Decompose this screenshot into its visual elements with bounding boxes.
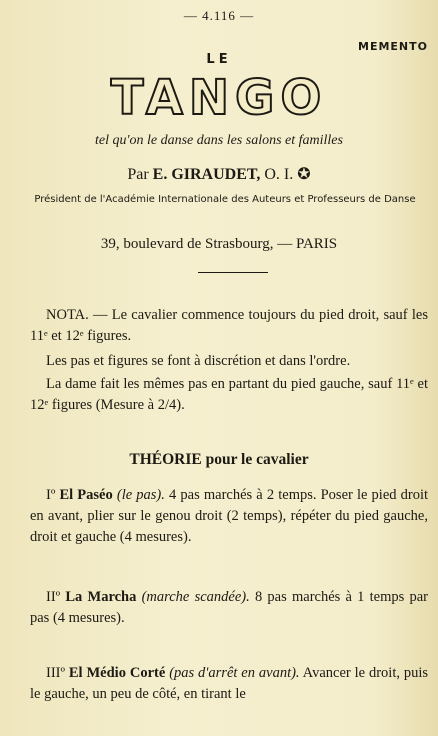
paragraph-dame: La dame fait les mêmes pas en partant du pied gauche, sauf 11ᵉ et 12ᵉ figures (Mesure à 2/4).: [30, 376, 428, 413]
address: 39, boulevard de Strasbourg, — PARIS: [100, 236, 338, 252]
divider: [198, 272, 268, 273]
page-title: TANGO: [110, 70, 328, 126]
paragraph-figures: Les pas et figures se font à discrétion et dans l'ordre.: [46, 353, 351, 369]
author-affiliation: Président de l'Académie Internationale des Auteurs et Professeurs de Danse: [34, 194, 416, 205]
page-number: — 4.116 —: [183, 8, 255, 23]
figure-text: 4 pas marchés à 2 temps. Poser le pied droit en avant, plier sur le genou droit (2 temps), répéter du pied gauche, droit et gauche (4 mesures).: [30, 487, 429, 545]
section-heading: [0, 451, 438, 469]
figure-1: [30, 485, 428, 548]
title-article: LE: [206, 52, 232, 67]
figure-name: El Médio Corté: [68, 665, 166, 681]
figure-text: 8 pas marchés à 1 temps par pas (4 mesures).: [30, 589, 428, 626]
author-line: [0, 164, 438, 184]
figure-2: [30, 587, 428, 629]
figure-gloss: (marche scandée).: [141, 589, 250, 605]
author-name: E. GIRAUDET,: [152, 166, 261, 183]
subtitle: tel qu'on le danse dans les salons et familles: [95, 133, 343, 148]
figure-number: Iº: [46, 487, 56, 503]
figure-gloss: (pas d'arrêt en avant).: [169, 665, 300, 681]
section-heading-rest: pour le cavalier: [205, 451, 309, 468]
author-par: Par: [127, 166, 149, 183]
decoration-icon: ✪: [297, 166, 311, 183]
figure-name: El Paséo: [59, 487, 113, 503]
figure-name: La Marcha: [65, 589, 137, 605]
figure-number: IIIº: [46, 665, 65, 681]
memento-header: MEMENTO: [358, 40, 428, 53]
nota-paragraph: NOTA. — Le cavalier commence toujours du pied droit, sauf les 11ᵉ et 12ᵉ figures.: [30, 307, 428, 344]
author-title: O. I.: [264, 166, 294, 183]
figure-gloss: (le pas).: [116, 487, 165, 503]
figure-number: IIº: [46, 589, 61, 605]
figure-3: [30, 663, 428, 705]
figure-text: Avancer le droit, puis le gauche, un peu de côté, en tirant le: [30, 665, 429, 702]
section-heading-main: THÉORIE: [129, 451, 202, 468]
